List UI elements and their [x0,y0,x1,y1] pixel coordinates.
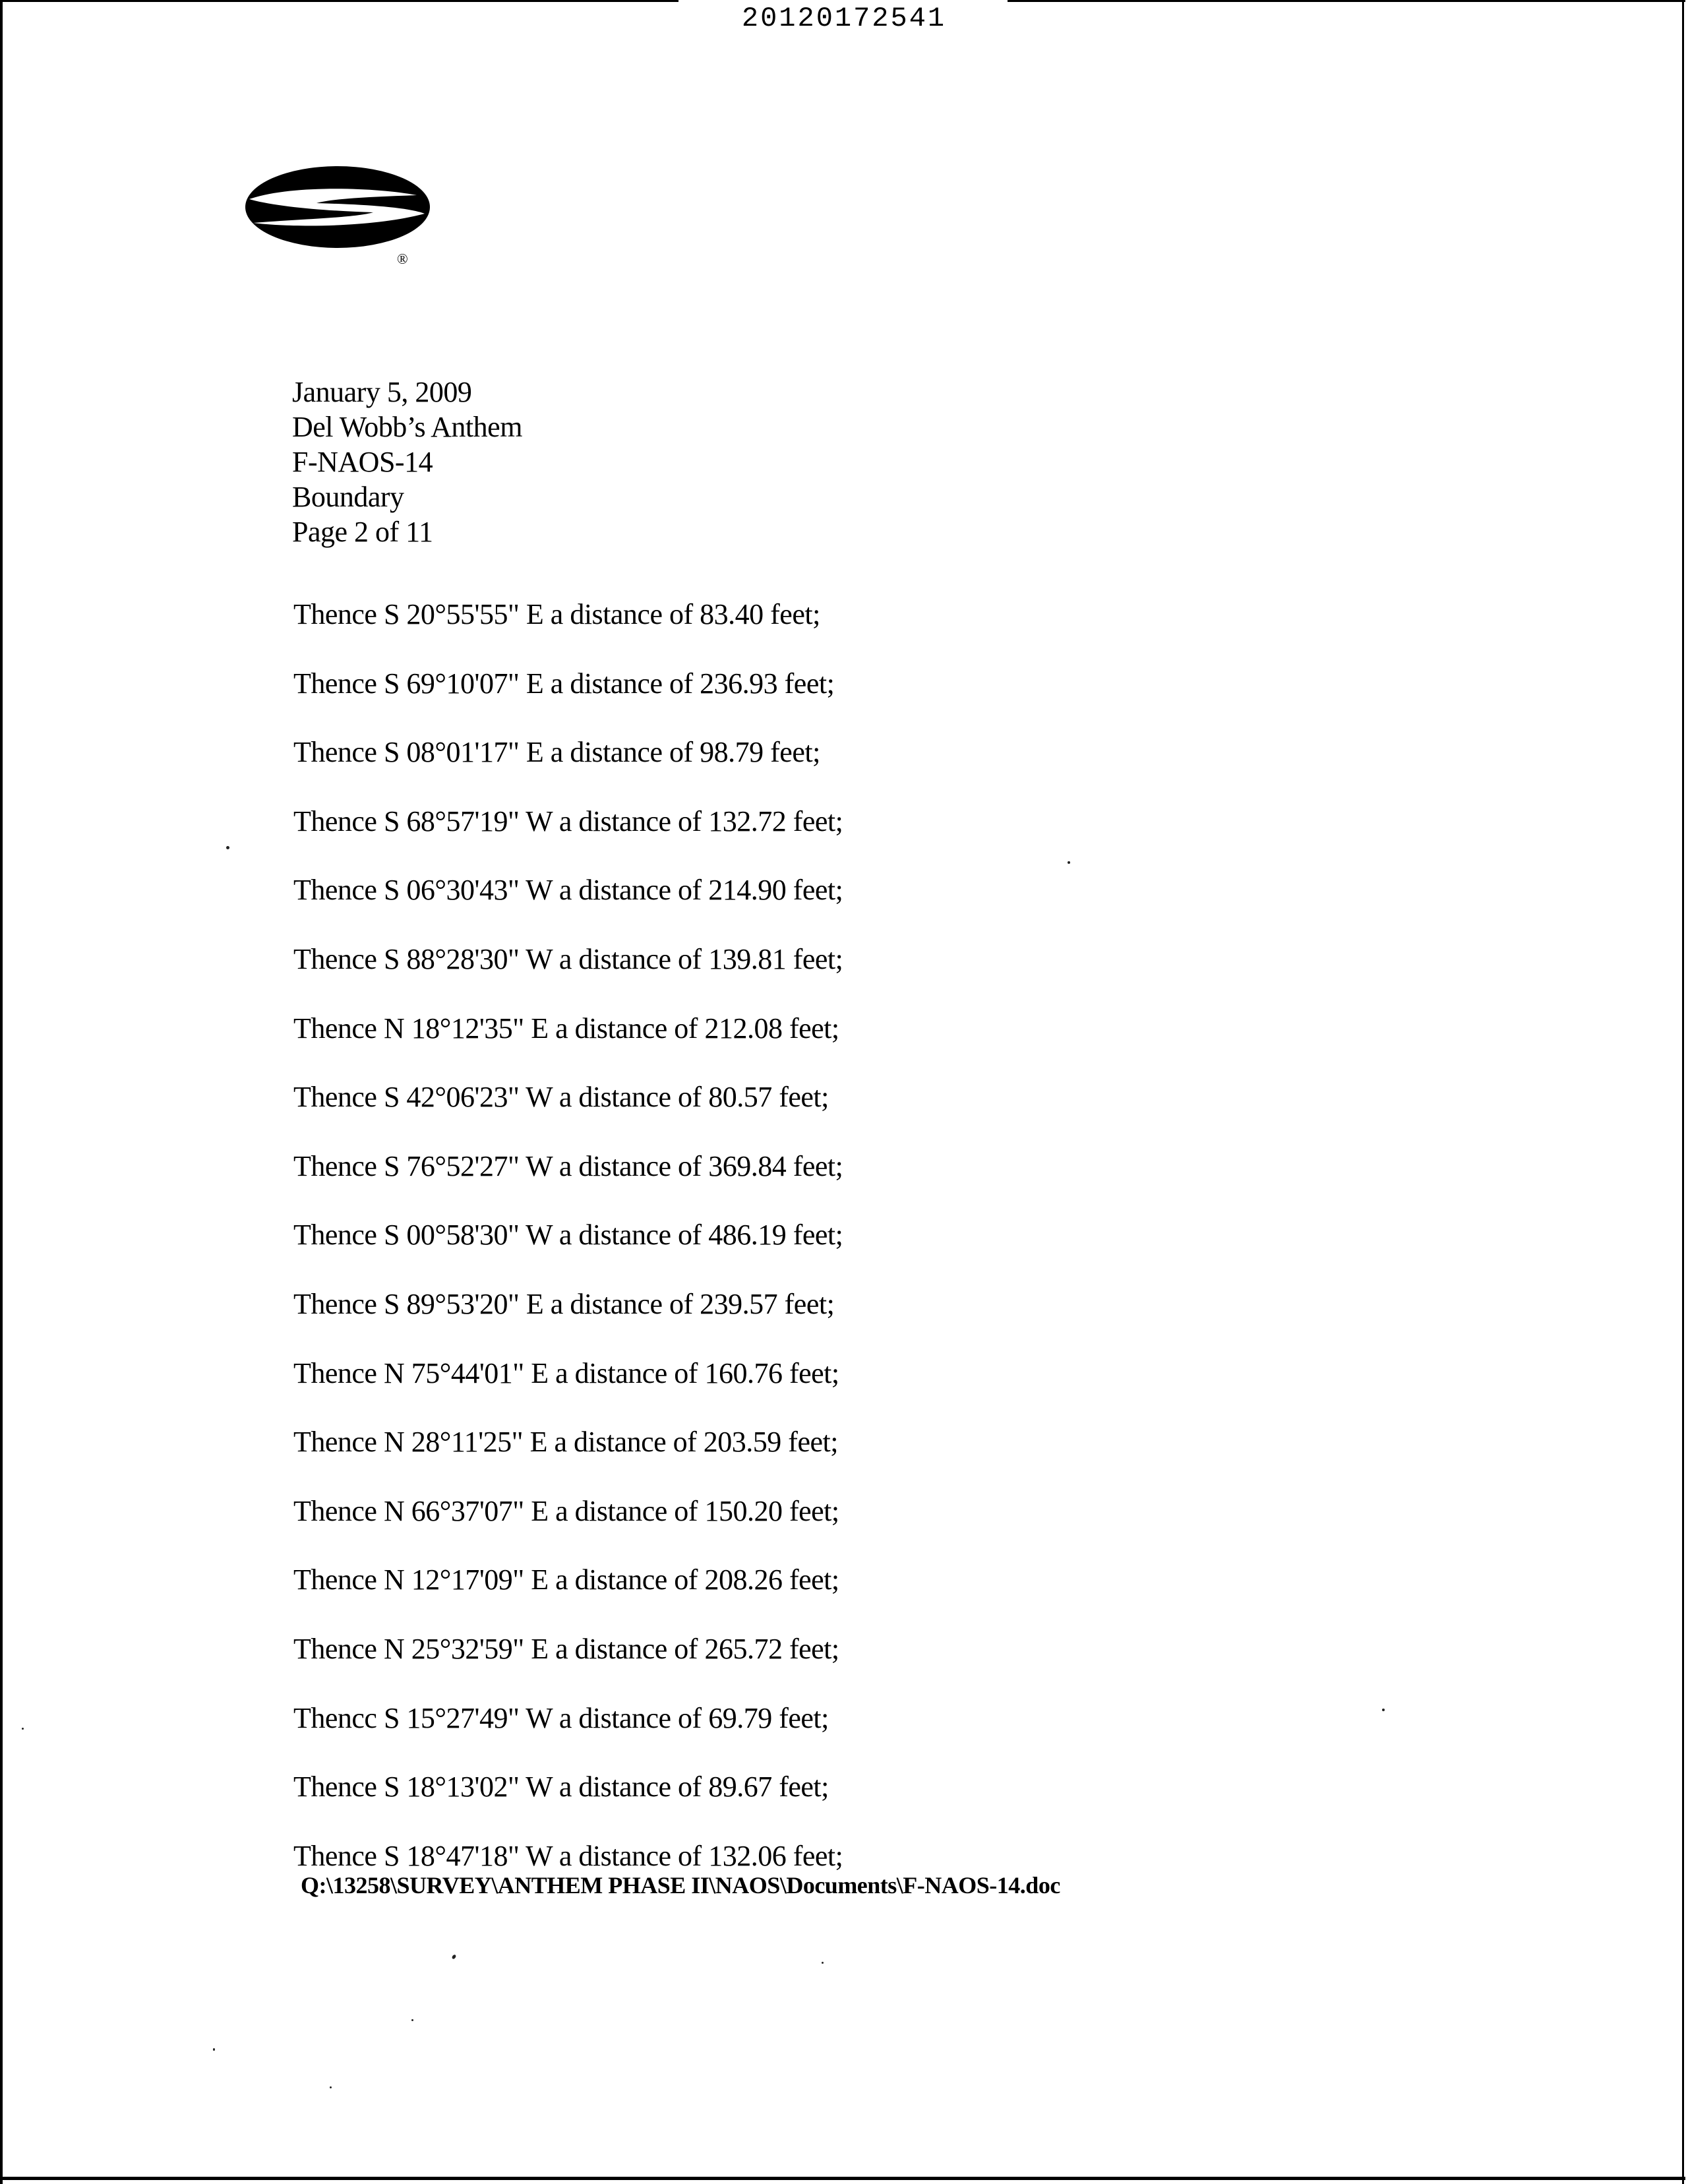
boundary-call: Thence N 18°12'35" E a distance of 212.08 feet; [293,1012,839,1045]
boundary-call: Thence N 25°32'59" E a distance of 265.72 feet; [293,1632,839,1665]
scan-speck [213,2048,215,2051]
page-frame-top-left [1,0,678,2]
scan-speck [226,846,229,849]
page-frame-top-right [1008,0,1685,2]
boundary-call: Thence N 28°11'25" E a distance of 203.59 feet; [293,1426,838,1459]
scan-speck [22,1728,24,1730]
header-parcel: F-NAOS-14 [292,446,433,478]
boundary-call: Thence S 08°01'17" E a distance of 98.79 feet; [293,736,820,769]
boundary-call: Thence S 20°55'55" E a distance of 83.40 feet; [293,598,820,630]
page-frame-left [0,0,3,2184]
memo-header [292,375,522,549]
footer-file-path: Q:\13258\SURVEY\ANTHEM PHASE II\NAOS\Documents\F-NAOS-14.doc [301,1872,1060,1898]
boundary-call: Thencc S 15°27'49" W a distance of 69.79 feet; [293,1701,829,1734]
boundary-call: Thence N 12°17'09" E a distance of 208.26 feet; [293,1563,839,1596]
scan-speck [822,1962,824,1964]
scan-speck [330,2086,332,2088]
company-logo [244,165,435,274]
boundary-call: Thence S 18°13'02" W a distance of 89.67 feet; [293,1771,829,1804]
registered-mark: ® [397,251,408,267]
boundary-call: Thence S 88°28'30" W a distance of 139.81 feet; [293,942,843,975]
boundary-call: Thence N 66°37'07" E a distance of 150.20 feet; [293,1494,839,1527]
boundary-call: Thence S 76°52'27" W a distance of 369.84 feet; [293,1149,843,1182]
boundary-call: Thence S 06°30'43" W a distance of 214.90 feet; [293,874,843,907]
page-frame-bottom [0,2177,1685,2180]
boundary-call: Thence S 89°53'20" E a distance of 239.57 feet; [293,1287,835,1320]
boundary-call: Thence S 18°47'18" W a distance of 132.06 feet; [293,1839,843,1872]
boundary-call: Thence S 00°58'30" W a distance of 486.19 feet; [293,1219,843,1252]
scan-speck [1382,1709,1385,1711]
boundary-call: Thence S 68°57'19" W a distance of 132.72 feet; [293,804,843,837]
header-page-number: Page 2 of 11 [292,516,433,548]
company-oval-s-logo-icon [244,165,435,270]
boundary-calls-list [293,580,843,1891]
document-number: 20120172541 [741,3,947,34]
scan-speck [451,1954,456,1960]
scan-speck [411,2019,413,2021]
header-subject: Boundary [292,481,404,513]
boundary-call: Thence S 42°06'23" W a distance of 80.57 feet; [293,1081,829,1114]
boundary-call: Thence S 69°10'07" E a distance of 236.93 feet; [293,667,835,700]
header-project: Del Wobb’s Anthem [292,411,522,443]
header-date: January 5, 2009 [292,376,472,408]
boundary-call: Thence N 75°44'01" E a distance of 160.76 feet; [293,1356,839,1389]
page-frame-right [1682,0,1684,2184]
scan-speck [1068,861,1070,864]
